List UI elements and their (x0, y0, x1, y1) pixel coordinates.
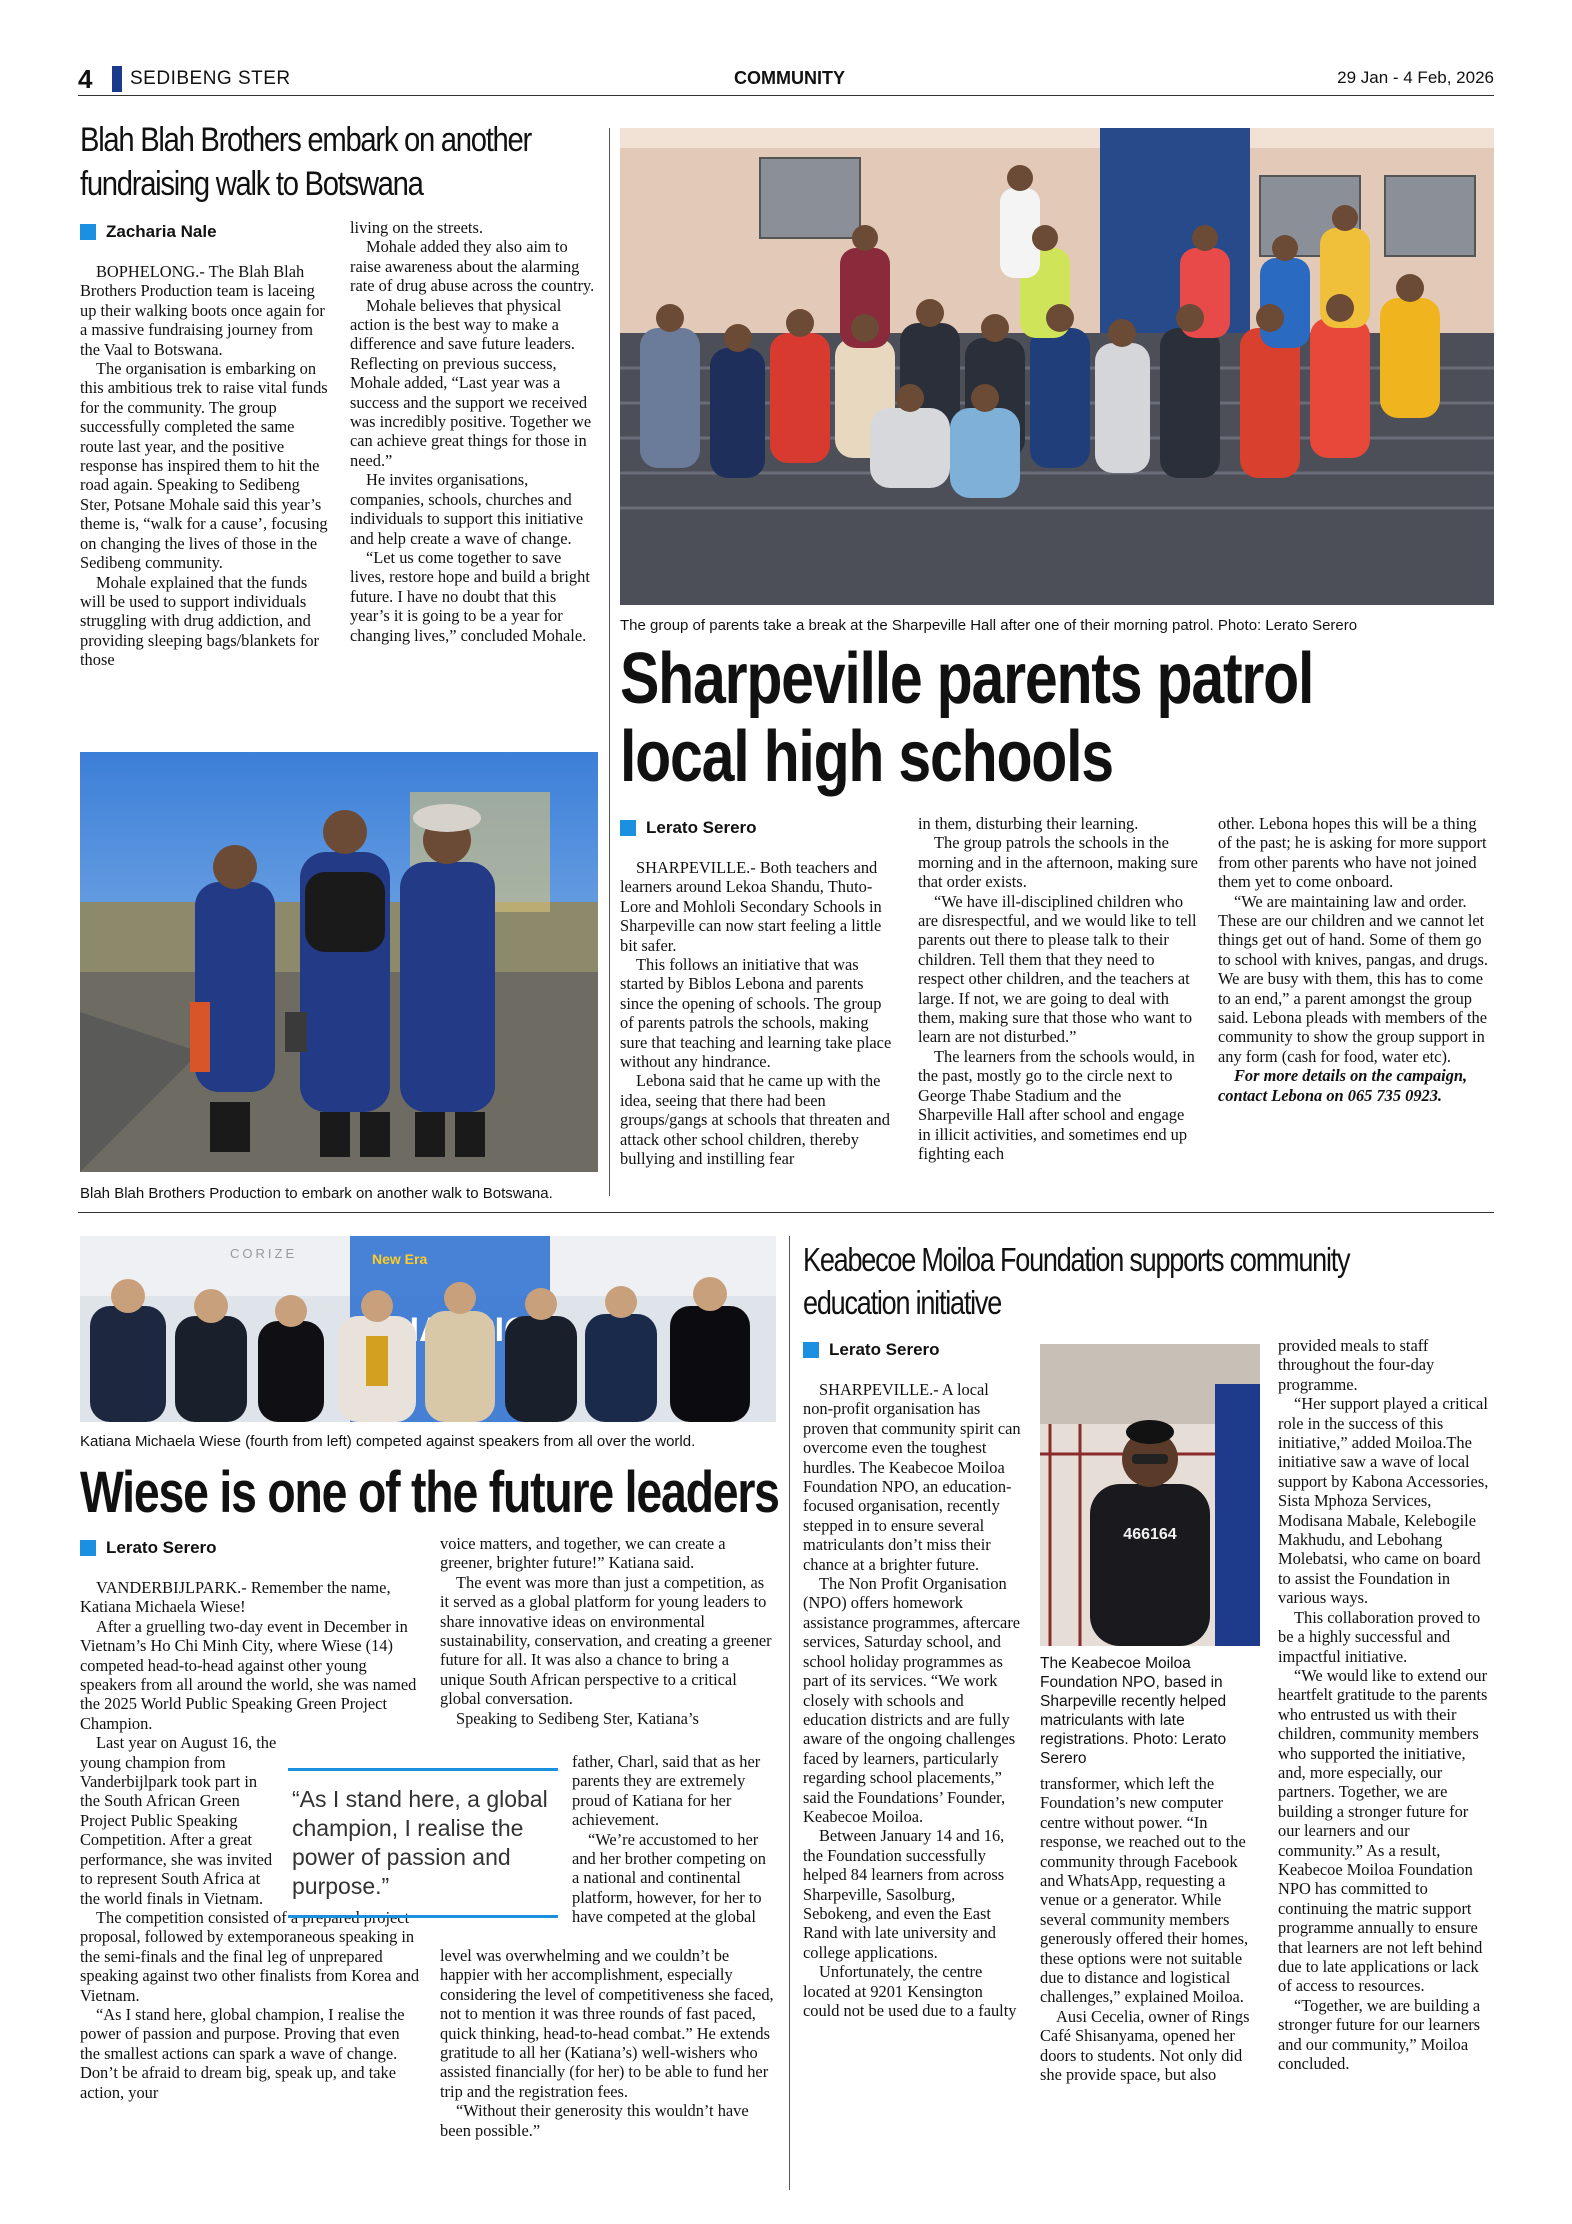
paragraph: “Without their generosity this wouldn’t have been possible.” (440, 2101, 749, 2140)
article2-byline (620, 818, 757, 838)
paragraph: “As I stand here, global champion, I realise the power of passion and purpose. Proving that even the smallest actions can spark a wave of change. Don’t be afraid to dream big, speak up, and take action, your (80, 2004, 405, 2102)
paragraph: “Together, we are building a stronger future for our learners and our community,” Moiloa concluded. (1278, 1995, 1481, 2074)
article1-headline: Blah Blah Brothers embark on another fundraising walk to Botswana (80, 121, 531, 203)
paragraph: The group patrols the schools in the morning and in the afternoon, making sure that order exists. (918, 833, 1198, 892)
paragraph: He invites organisations, companies, schools, churches and individuals to support this initiative and help create a wave of change. (350, 470, 584, 548)
paragraph: This collaboration proved to be a highly successful and impactful initiative. (1278, 1607, 1481, 1666)
paragraph: “We would like to extend our heartfelt gratitude to the parents who entrusted us with their children, community members who supported the initiative, and, more especially, our partners. Together, we are building a stronger future for our learners and our community.” As a result, Keabecoe Moiloa Foundation NPO has committed to continuing the matric support programme annually to ensure that learners are not left behind due to late applications or lack of access to resources. (1278, 1665, 1488, 1996)
article1-photo (80, 752, 598, 1172)
paragraph: “Let us come together to save lives, restore hope and build a bright future. I have no doubt that this year’s it is going to be a year for changing lives,” concluded Mohale. (350, 547, 590, 645)
publication-name: SEDIBENG STER (130, 68, 291, 89)
paragraph: Between January 14 and 16, the Foundation successfully helped 84 learners from across Sharpeville, Sasolburg, Sebokeng, and even the East Rand with late university and college applications. (803, 1826, 1005, 1962)
speakers-photo-illustration (80, 1236, 776, 1422)
article4-headline: Keabecoe Moiloa Foundation supports community education initiative (803, 1241, 1350, 1321)
section-name: COMMUNITY (734, 68, 845, 88)
parents-group-photo-illustration (620, 128, 1494, 605)
article3-headline: Wiese is one of the future leaders (80, 1460, 779, 1525)
paragraph: Lebona said that he came up with the idea, seeing that there had been groups/gangs at schools that threaten and attack other school children, thereby bullying and instilling fear (620, 1071, 890, 1169)
byline-marker (620, 820, 636, 836)
article3-caption: Katiana Michaela Wiese (fourth from left) competed against speakers from all over the world. (80, 1433, 696, 1450)
article2-caption: The group of parents take a break at the Sharpeville Hall after one of their morning patrol. Photo: Lerato Serero (620, 617, 1358, 634)
paragraph: After a gruelling two-day event in December in Vietnam’s Ho Chi Minh City, where Wiese (14) competed head-to-head against other young speakers from all around the world, she was named the 2025 World Public Speaking Green Project Champion. (80, 1616, 417, 1733)
article2-column-3 (1218, 814, 1494, 1105)
paragraph: “We are maintaining law and order. These are our children and we cannot let things get out of hand. Some of them go to school with knives, pangas, and drugs. We are busy with them, this has to come to an end,” a parent amongst the group said. Lebona pleads with members of the community to show the group support in any form (cash for food, water etc). (1218, 891, 1488, 1066)
paragraph: The organisation is embarking on this ambitious trek to raise vital funds for the community. The group successfully completed the same route last year, and the positive response has inspired them to hit the road again. Speaking to Sedibeng Ster, Potsane Mohale said this year’s theme is, “walk for a cause’, focusing on changing the lives of those in the Sedibeng community. (80, 359, 328, 573)
paragraph: Ausi Cecelia, owner of Rings Café Shisanyama, opened her doors to students. Not only did she provide space, but also (1040, 2006, 1250, 2085)
article2-headline-line1: Sharpeville parents patrol (620, 639, 1314, 719)
article4-column-3 (1278, 1336, 1494, 2073)
walkers-photo-illustration (80, 752, 598, 1172)
article3-column-2-mid (572, 1752, 776, 1927)
article1-column-2 (350, 218, 598, 645)
paragraph: other. Lebona hopes this will be a thing of the past; he is asking for more support from other parents who have not joined them yet to come onboard. (1218, 814, 1487, 892)
article4-byline (803, 1340, 940, 1360)
header-rule (78, 95, 1494, 96)
article4-column-1 (803, 1380, 1021, 2020)
paragraph: “We’re accustomed to her and her brother competing on a national and continental platform, however, for her to have competed at the global (572, 1829, 766, 1927)
paragraph: transformer, which left the Foundation’s new computer centre without power. “In response, we reached out to the community through Facebook and WhatsApp, requesting a venue or a generator. While several community members generously offered their homes, these options were not suitable due to distance and logistical challenges,” explained Moiloa. (1040, 1774, 1249, 2007)
article1-byline (80, 222, 217, 242)
banner-word-corize: CORIZE (230, 1246, 298, 1261)
paragraph: living on the streets. (350, 218, 483, 237)
paragraph: SHARPEVILLE.- A local non-profit organisation has proven that community spirit can overcome even the toughest hurdles. The Keabecoe Moiloa Foundation NPO, an education-focused organisation, recently stepped in to ensure several matriculants don’t miss their chance at a brighter future. (803, 1380, 1021, 1574)
article2-headline-line2: local high schools (620, 717, 1113, 797)
paragraph: Mohale believes that physical action is the best way to make a difference and save future leaders. Reflecting on previous success, Mohale added, “Last year was a success and the support we received was incredibly positive. Together we can achieve great things for those in need.” (350, 295, 592, 470)
column-divider (789, 1236, 790, 2190)
article3-photo (80, 1236, 776, 1422)
publication-accent-bar (112, 66, 122, 92)
paragraph: level was overwhelming and we couldn’t be happier with her accomplishment, especially considering the level of competitiveness she faced, not to mention it was three rounds of fast paced, quick thinking, head-to-head combat.” He extends gratitude to all her (Katiana’s) well-wishers who assisted financially (for her) to be able to fund her trip and the registration fees. (440, 1946, 774, 2101)
paragraph: The learners from the schools would, in the past, mostly go to the circle next to George Thabe Stadium and the Sharpeville Hall after school and engage in illicit activities, and sometimes end up fighting each (918, 1046, 1195, 1163)
paragraph: voice matters, and together, we can create a greener, brighter future!” Katiana said. (440, 1534, 726, 1573)
article4-column-2 (1040, 1774, 1262, 2085)
foundation-portrait-illustration (1040, 1344, 1260, 1646)
pull-quote: “As I stand here, a global champion, I realise the power of passion and purpose.” (288, 1768, 558, 1918)
paragraph: SHARPEVILLE.- Both teachers and learners around Lekoa Shandu, Thuto-Lore and Mohloli Secondary Schools in Sharpeville can now start feeling a little bit safer. (620, 858, 882, 955)
paragraph: Mohale explained that the funds will be used to support individuals struggling with drug addiction, and providing sleeping bags/blankets for those (80, 572, 319, 670)
paragraph: This follows an initiative that was started by Biblos Lebona and parents since the opening of schools. The group of parents patrols the schools, making sure that teaching and learning take place without any hindrance. (620, 955, 892, 1072)
article1-caption: Blah Blah Brothers Production to embark on another walk to Botswana. (80, 1185, 553, 1202)
byline-marker (803, 1342, 819, 1358)
paragraph: “Her support played a critical role in the success of this initiative,” added Moiloa.The initiative saw a wave of local support by Kabona Accessories, Sista Mphoza Services, Modisana Mabale, Kelebogile Makhudu, and Lebohang Molebatsi, who came on board to assist the Foundation in various ways. (1278, 1394, 1489, 1608)
contact-details: For more details on the campaign, contact Lebona on 065 735 0923. (1218, 1066, 1468, 1105)
article3-column-2-top (440, 1534, 776, 1728)
article3-byline (80, 1538, 217, 1558)
article3-column-2-bottom (440, 1946, 776, 2140)
byline-author: Lerato Serero (106, 1538, 217, 1557)
paragraph: Last year on August 16, the young champion from Vanderbijlpark took part in the South African Green Project Public Speaking Competition. After a great performance, she was invited to represent South Africa at the world finals in Vietnam. (80, 1733, 277, 1908)
article2-headline (620, 640, 1424, 796)
article1-column-1 (80, 262, 328, 670)
paragraph: provided meals to staff throughout the four-day programme. (1278, 1336, 1435, 1394)
shirt-text: 466164 (1123, 1526, 1177, 1543)
paragraph: Speaking to Sedibeng Ster, Katiana’s (456, 1708, 699, 1728)
paragraph: The competition consisted of a prepared project proposal, followed by extemporaneous speaking in the semi-finals and the final leg of unprepared speaking against two other finalists from Korea and Vietnam. (80, 1907, 420, 2005)
paragraph: The event was more than just a competition, as it served as a global platform for young leaders to share innovative ideas on environmental sustainability, conservation, and creating a greener future for all. It was also a chance to bring a unique South African perspective to a critical global conversation. (440, 1572, 772, 1709)
byline-marker (80, 224, 96, 240)
byline-author: Lerato Serero (646, 818, 757, 837)
page-number: 4 (78, 64, 93, 94)
banner-word-new-era: New Era (372, 1251, 428, 1267)
byline-author: Lerato Serero (829, 1340, 940, 1359)
byline-marker (80, 1540, 96, 1556)
paragraph: The Non Profit Organisation (NPO) offers homework assistance programmes, aftercare services, Saturday school, and school holiday programmes as part of its services. “We work closely with schools and education districts and are fully aware of the ongoing challenges faced by learners, particularly regarding school placements,” said the Foundations’ Founder, Keabecoe Moiloa. (803, 1574, 1021, 1826)
issue-date: 29 Jan - 4 Feb, 2026 (1337, 68, 1494, 87)
byline-author: Zacharia Nale (106, 222, 217, 241)
column-divider (609, 128, 610, 1196)
paragraph: in them, disturbing their learning. (918, 814, 1139, 833)
article2-column-2 (918, 814, 1200, 1163)
paragraph: VANDERBIJLPARK.- Remember the name, Katiana Michaela Wiese! (80, 1578, 391, 1617)
section-rule (78, 1212, 1494, 1213)
paragraph: “We have ill-disciplined children who are disrespectful, and we would like to tell parents out there to please talk to their children. Tell them that they need to respect other children, and the teachers at large. If not, we are going to deal with them, making sure that those who want to learn are not disturbed.” (918, 891, 1197, 1047)
paragraph: father, Charl, said that as her parents they are extremely proud of Katiana for her achievement. (572, 1752, 761, 1830)
paragraph: BOPHELONG.- The Blah Blah Brothers Production team is laceing up their walking boots once again for a massive fundraising journey from the Vaal to Botswana. (80, 262, 325, 359)
article4-photo (1040, 1344, 1260, 1646)
article4-caption: The Keabecoe Moiloa Foundation NPO, based in Sharpeville recently helped matriculants with late registrations. Photo: Lerato Serero (1040, 1655, 1227, 1767)
article2-photo (620, 128, 1494, 605)
paragraph: Unfortunately, the centre located at 9201 Kensington could not be used due to a faulty (803, 1962, 1017, 2020)
article2-column-1 (620, 858, 898, 1169)
paragraph: Mohale added they also aim to raise awareness about the alarming rate of drug abuse across the country. (350, 237, 595, 296)
